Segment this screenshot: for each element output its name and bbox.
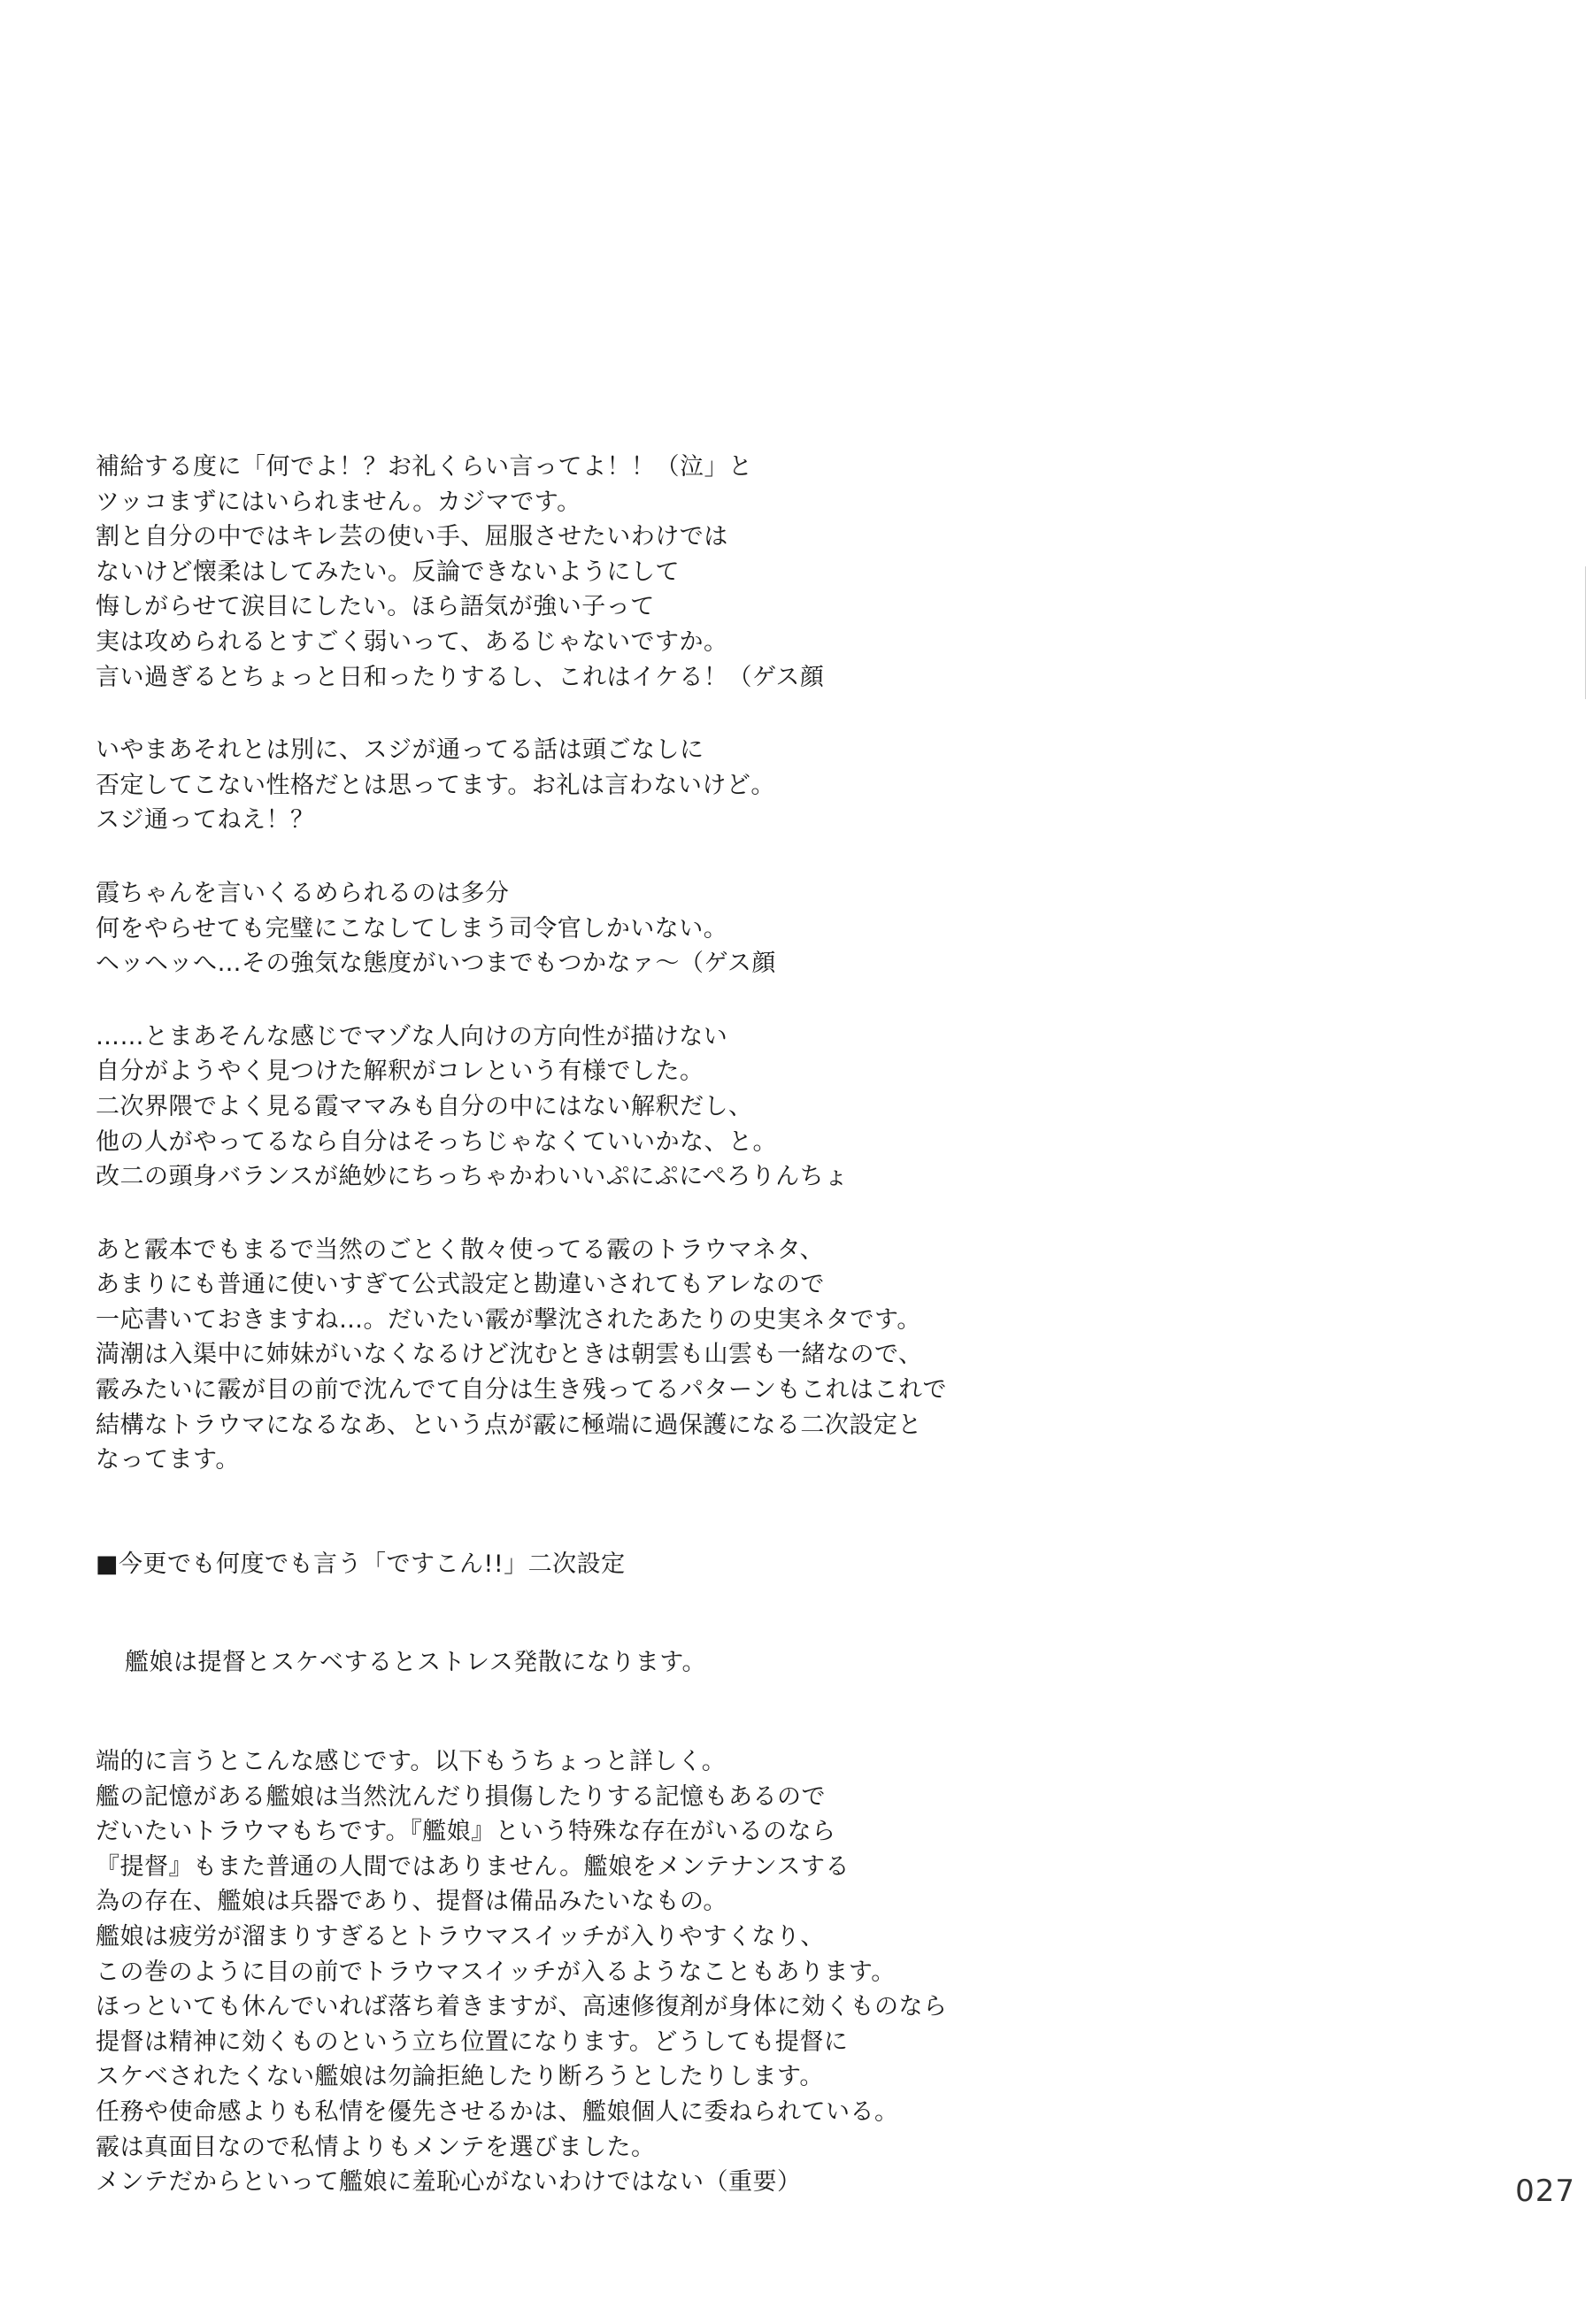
text-line: 霞ちゃんを言いくるめられるのは多分 xyxy=(96,879,510,907)
text-line: 霰みたいに霰が目の前で沈んでて自分は生き残ってるパターンもこれはこれで xyxy=(96,1376,947,1404)
text-line: 実は攻められるとすごく弱いって、あるじゃないですか。 xyxy=(96,627,728,656)
text-line: 提督は精神に効くものという立ち位置になります。どうしても提督に xyxy=(96,2028,849,2056)
text-line: ほっといても休んでいれば落ち着きますが、高速修復剤が身体に効くものなら xyxy=(96,1993,948,2021)
section-gap xyxy=(96,1681,1034,1744)
text-line: だいたいトラウマもちです。『艦娘』という特殊な存在がいるのなら xyxy=(96,1818,836,1846)
text-line: 補給する度に「何でよ！？お礼くらい言ってよ！！（泣」と xyxy=(96,453,753,481)
text-line: 割と自分の中ではキレ芸の使い手、屈服させたいわけでは xyxy=(96,523,728,551)
text-line: 改二の頭身バランスが絶妙にちっちゃかわいいぷにぷにぺろりんちょ xyxy=(96,1163,849,1191)
text-line: なってます。 xyxy=(96,1446,240,1474)
text-line: 満潮は入渠中に姉妹がいなくなるけど沈むときは朝雲も山雲も一緒なので、 xyxy=(96,1341,923,1369)
paragraph-4 xyxy=(96,1020,1034,1195)
section-heading: ■今更でも何度でも言う「ですこん!!」二次設定 xyxy=(96,1550,626,1578)
key-statement: 艦娘は提督とスケベするとストレス発散になります。 xyxy=(125,1649,707,1677)
paragraph-gap xyxy=(96,1195,1034,1233)
section-gap xyxy=(96,1478,1034,1547)
afterword-text xyxy=(96,450,1034,2200)
text-line: 端的に言うとこんな感じです。以下もうちょっと詳しく。 xyxy=(96,1748,727,1776)
paragraph-final xyxy=(96,1744,1034,2200)
text-line: あと霰本でもまるで当然のごとく散々使ってる霰のトラウマネタ、 xyxy=(96,1235,825,1264)
page-number: 027 xyxy=(1515,2174,1575,2209)
text-line: 結構なトラウマになるなあ、という点が霰に極端に過保護になる二次設定と xyxy=(96,1411,922,1439)
text-line: 言い過ぎるとちょっと日和ったりするし、これはイケる！（ゲス顔 xyxy=(96,663,825,691)
paragraph-5 xyxy=(96,1233,1034,1478)
text-line: 自分がようやく見つけた解釈がコレという有様でした。 xyxy=(96,1058,704,1086)
text-line: 『提督』もまた普通の人間ではありません。艦娘をメンテナンスする xyxy=(96,1852,850,1881)
text-line: この巻のように目の前でトラウマスイッチが入るようなこともあります。 xyxy=(96,1958,896,1986)
text-line: 他の人がやってるなら自分はそっちじゃなくていいかな、と。 xyxy=(96,1127,777,1156)
text-line: ないけど懐柔はしてみたい。反論できないようにして xyxy=(96,558,680,586)
paragraph-gap xyxy=(96,695,1034,733)
text-line: 艦娘は疲労が溜まりすぎるとトラウマスイッチが入りやすくなり、 xyxy=(96,1923,825,1951)
text-line: 任務や使命感よりも私情を優先させるかは、艦娘個人に委ねられている。 xyxy=(96,2097,899,2126)
text-line: ツッコまずにはいられません。カジマです。 xyxy=(96,488,581,516)
text-line: 悔しがらせて涙目にしたい。ほら語気が強い子って xyxy=(96,593,655,621)
section-gap xyxy=(96,1581,1034,1645)
text-line: スジ通ってねえ！？ xyxy=(96,806,315,835)
text-line: あまりにも普通に使いすぎて公式設定と勘違いされてもアレなので xyxy=(96,1271,825,1299)
paragraph-2 xyxy=(96,733,1034,838)
text-line: 二次界隈でよく見る霞ママみも自分の中にはない解釈だし、 xyxy=(96,1092,753,1120)
text-line: メンテだからといって艦娘に羞恥心がないわけではない（重要） xyxy=(96,2168,802,2197)
text-line: 霰は真面目なので私情よりもメンテを選びました。 xyxy=(96,2133,656,2161)
paragraph-3 xyxy=(96,876,1034,981)
page-edge-mark xyxy=(1585,566,1593,699)
paragraph-gap xyxy=(96,981,1034,1020)
paragraph-1 xyxy=(96,450,1034,695)
text-line: いやまあそれとは別に、スジが通ってる話は頭ごなしに xyxy=(96,736,704,765)
text-line: 為の存在、艦娘は兵器であり、提督は備品みたいなもの。 xyxy=(96,1888,727,1916)
text-line: 否定してこない性格だとは思ってます。お礼は言わないけど。 xyxy=(96,771,775,799)
text-line: 一応書いておきますね…。だいたい霰が撃沈されたあたりの史実ネタです。 xyxy=(96,1305,921,1334)
text-line: ヘッヘッへ…その強気な態度がいつまでもつかなァ～（ゲス顔 xyxy=(96,950,776,978)
text-line: 何をやらせても完璧にこなしてしまう司令官しかいない。 xyxy=(96,914,728,943)
text-line: スケベされたくない艦娘は勿論拒絶したり断ろうとしたりします。 xyxy=(96,2063,824,2091)
text-line: 艦の記憶がある艦娘は当然沈んだり損傷したりする記憶もあるので xyxy=(96,1782,826,1811)
text-line: ……とまあそんな感じでマゾな人向けの方向性が描けない xyxy=(96,1022,728,1050)
paragraph-gap xyxy=(96,838,1034,876)
